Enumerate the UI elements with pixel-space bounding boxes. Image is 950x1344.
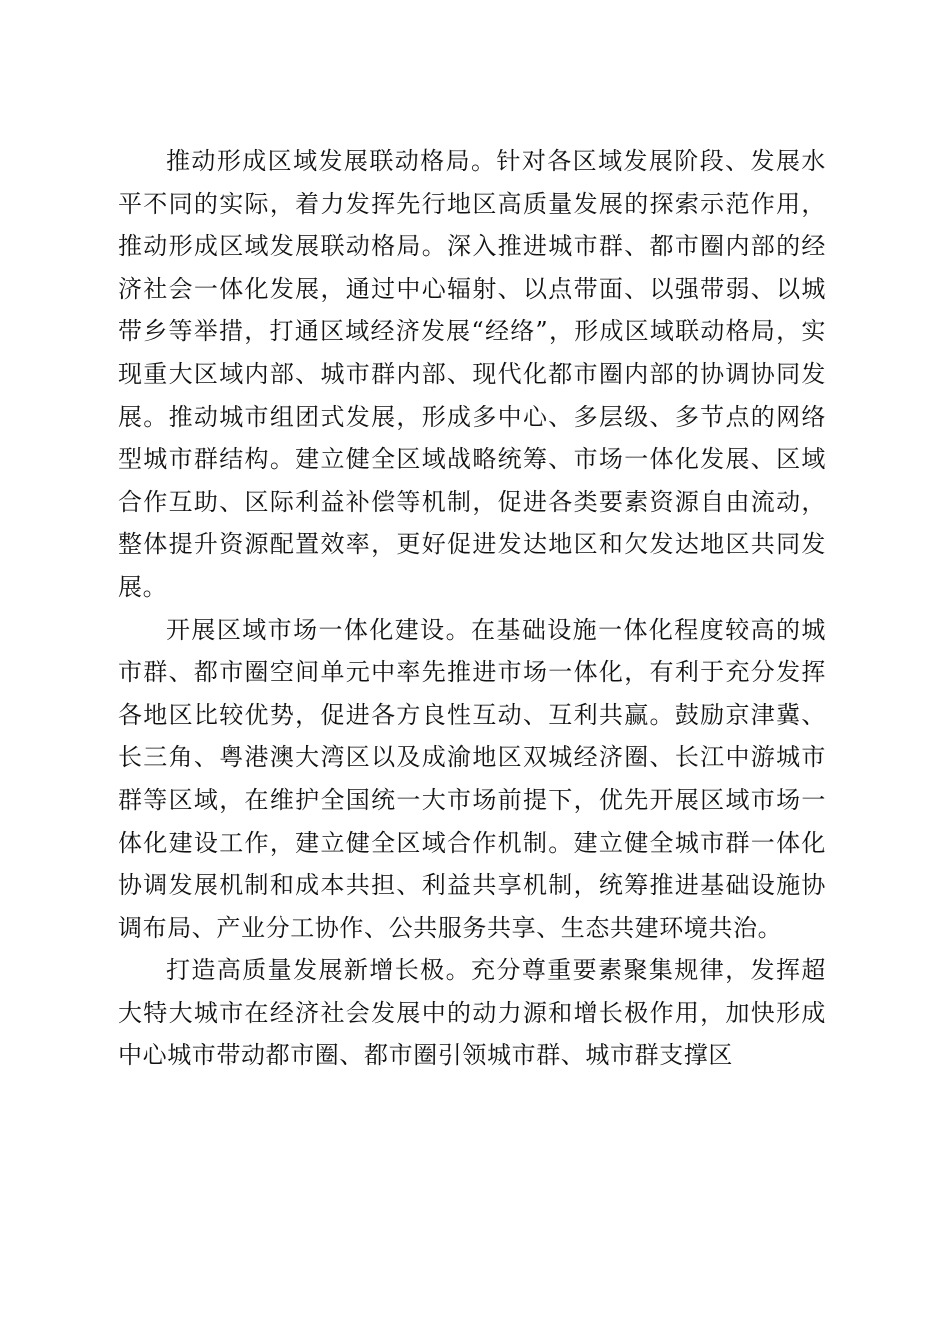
paragraph-growth-pole: 打造高质量发展新增长极。充分尊重要素聚集规律，发挥超大特大城市在经济社会发展中的动力源和增长极作用，加快形成中心城市带动都市圈、都市圈引领城市群、城市群支撑区 — [118, 956, 826, 1070]
paragraph-regional-market: 开展区域市场一体化建设。在基础设施一体化程度较高的城市群、都市圈空间单元中率先推进市场一体化，有利于充分发挥各地区比较优势，促进各方良性互动、互利共赢。鼓励京津冀、长三角、粤港澳大湾区以及成渝地区双城经济圈、长江中游城市群等区域，在维护全国统一大市场前提下，优先开展区域市场一体化建设工作，建立健全区域合作机制。建立健全城市群一体化协调发展机制和成本共担、利益共享机制，统筹推进基础设施协调布局、产业分工协作、公共服务共享、生态共建环境共治。 — [118, 615, 826, 942]
document-body — [118, 140, 826, 1077]
paragraph-regional-linkage: 推动形成区域发展联动格局。针对各区域发展阶段、发展水平不同的实际，着力发挥先行地区高质量发展的探索示范作用，推动形成区域发展联动格局。深入推进城市群、都市圈内部的经济社会一体化发展，通过中心辐射、以点带面、以强带弱、以城带乡等举措，打通区域经济发展“经络”，形成区域联动格局，实现重大区域内部、城市群内部、现代化都市圈内部的协调协同发展。推动城市组团式发展，形成多中心、多层级、多节点的网络型城市群结构。建立健全区域战略统筹、市场一体化发展、区域合作互助、区际利益补偿等机制，促进各类要素资源自由流动，整体提升资源配置效率，更好促进发达地区和欠发达地区共同发展。 — [118, 147, 826, 601]
